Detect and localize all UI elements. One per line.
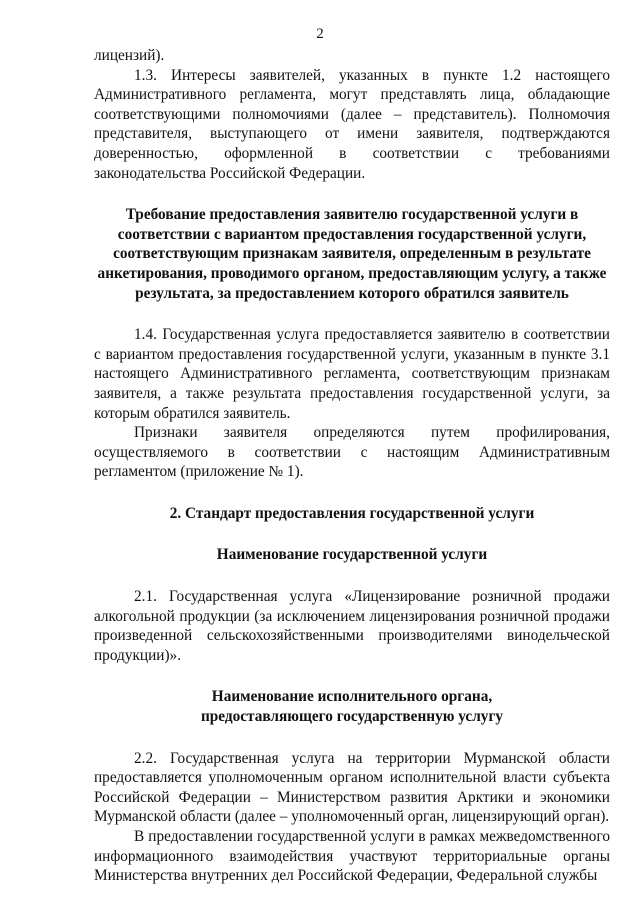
- paragraph-applicant-signs: Признаки заявителя определяются путем профилирования, осуществляемого в соответствии с настоящим Административным регламентом (приложение № 1).: [94, 424, 610, 481]
- paragraph-2-2: 2.2. Государственная услуга на территории Мурманской области предоставляется уполномоченным органом исполнительной власти субъекта Российской Федерации – Министерством развития Арктики и экономики Мурманской области (далее – уполномоченный орган, лицензирующий орган).: [94, 749, 610, 826]
- paragraph-1-3: 1.3. Интересы заявителей, указанных в пункте 1.2 настоящего Административного регламента, могут представлять лица, обладающие соответствующими полномочиями (далее – представитель). Полномочия представителя, выступающего от имени заявителя, подтверждаются доверенностью, оформленной в соответствии с требованиями законодательства Российской Федерации.: [94, 66, 610, 182]
- heading-requirement: Требование предоставления заявителю государственной услуги в соответствии с вариантом предоставления государственной услуги, соответствующим признакам заявителя, определенным в результате анкетирования, проводимого органом, предоставляющим услугу, а также результата, за предоставлением которого обратился заявитель: [97, 206, 607, 302]
- page-number: 2: [316, 26, 324, 42]
- heading-authority-line1: Наименование исполнительного органа,: [211, 688, 493, 706]
- section-2-title: 2. Стандарт предоставления государственной услуги: [169, 504, 535, 522]
- paragraph-1-4: 1.4. Государственная услуга предоставляется заявителю в соответствии с вариантом предоставления государственной услуги, указанным в пункте 3.1 настоящего Административного регламента, соответствующим признакам заявителя, а также результата предоставления государственной услуги, за которым обратился заявитель.: [94, 326, 610, 422]
- heading-service-name: Наименование государственной услуги: [216, 546, 488, 564]
- paragraph-2-1: 2.1. Государственная услуга «Лицензирование розничной продажи алкогольной продукции (за исключением лицензирования розничной продажи произведенной сельскохозяйственными производителями винодельческой продукции)».: [94, 588, 610, 664]
- heading-authority: [94, 687, 610, 726]
- paragraph-continuation: лицензий).: [94, 47, 165, 64]
- paragraph-interaction: В предоставлении государственной услуги в рамках межведомственного информационного взаимодействия участвуют территориальные органы Министерства внутренних дел Российской Федерации, Федеральной службы: [94, 828, 610, 885]
- heading-authority-line2: предоставляющего государственную услугу: [200, 708, 504, 726]
- document-body: [94, 46, 610, 886]
